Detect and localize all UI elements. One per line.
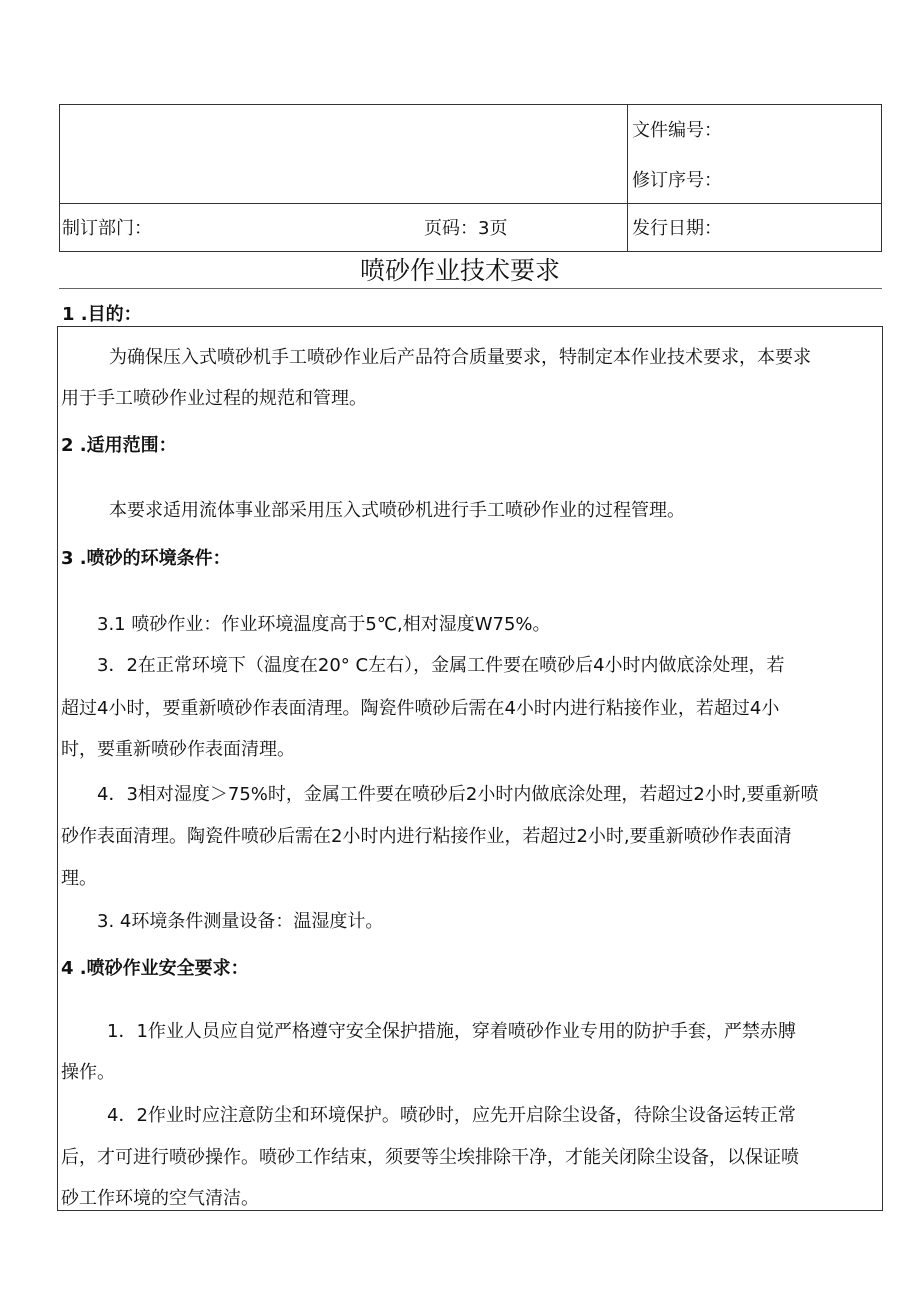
- table-border-top: [59, 104, 882, 105]
- section-3-item-3-line-3: 理。: [61, 868, 97, 889]
- section-2-line-1: 本要求适用流体事业部采用压入式喷砂机进行手工喷砂作业的过程管理。: [109, 500, 685, 521]
- issue-date-label: 发行日期：: [632, 218, 722, 239]
- table-border-left: [59, 104, 60, 252]
- section-4-item-1-line-1: 1．1作业人员应自觉严格遵守安全保护措施，穿着喷砂作业专用的防护手套，严禁赤膊: [107, 1021, 796, 1042]
- section-4-item-2-line-3: 砂工作环境的空气清洁。: [61, 1188, 259, 1209]
- section-3-heading: 3 .喷砂的环境条件：: [61, 548, 231, 569]
- section-1-heading: 1 .目的：: [62, 304, 142, 325]
- department-label: 制订部门：: [62, 218, 152, 239]
- section-4-heading: 4 .喷砂作业安全要求：: [61, 958, 249, 979]
- page-number-label: 页码：3页: [424, 218, 508, 239]
- section-4-item-2-line-1: 4．2作业时应注意防尘和环境保护。喷砂时，应先开启除尘设备，待除尘设备运转正常: [107, 1105, 796, 1126]
- section-3-item-2-line-1: 3．2在正常环境下（温度在20° C左右），金属工件要在喷砂后4小时内做底涂处理，若: [97, 655, 785, 676]
- document-title: 喷砂作业技术要求: [359, 256, 560, 285]
- table-border-middle: [59, 203, 882, 204]
- section-3-item-2-line-2: 超过4小时，要重新喷砂作表面清理。陶瓷件喷砂后需在4小时内进行粘接作业，若超过4小: [61, 698, 780, 719]
- content-box: [57, 326, 883, 1211]
- section-3-item-3-line-2: 砂作表面清理。陶瓷件喷砂后需在2小时内进行粘接作业，若超过2小时,要重新喷砂作表面清: [61, 826, 792, 847]
- title-underline: [59, 288, 882, 289]
- revision-number-label: 修订序号：: [632, 170, 722, 191]
- table-border-bottom: [59, 251, 882, 252]
- section-2-heading: 2 .适用范围：: [61, 435, 177, 456]
- section-3-item-1: 3.1 喷砂作业：作业环境温度高于5℃,相对湿度W75%。: [97, 614, 551, 635]
- section-3-item-2-line-3: 时，要重新喷砂作表面清理。: [61, 739, 295, 760]
- file-number-label: 文件编号：: [632, 120, 722, 141]
- table-border-right: [881, 104, 882, 252]
- section-3-item-4: 3. 4环境条件测量设备：温湿度计。: [97, 911, 384, 932]
- section-4-item-2-line-2: 后，才可进行喷砂操作。喷砂工作结束，须要等尘埃排除干净，才能关闭除尘设备，以保证喷: [61, 1147, 799, 1168]
- section-1-line-1: 为确保压入式喷砂机手工喷砂作业后产品符合质量要求，特制定本作业技术要求，本要求: [109, 347, 811, 368]
- section-3-item-3-line-1: 4．3相对湿度＞75%时，金属工件要在喷砂后2小时内做底涂处理，若超过2小时,要重新喷: [97, 784, 819, 805]
- section-1-line-2: 用于手工喷砂作业过程的规范和管理。: [61, 388, 367, 409]
- section-4-item-1-line-2: 操作。: [61, 1062, 115, 1083]
- table-border-divider: [627, 104, 628, 252]
